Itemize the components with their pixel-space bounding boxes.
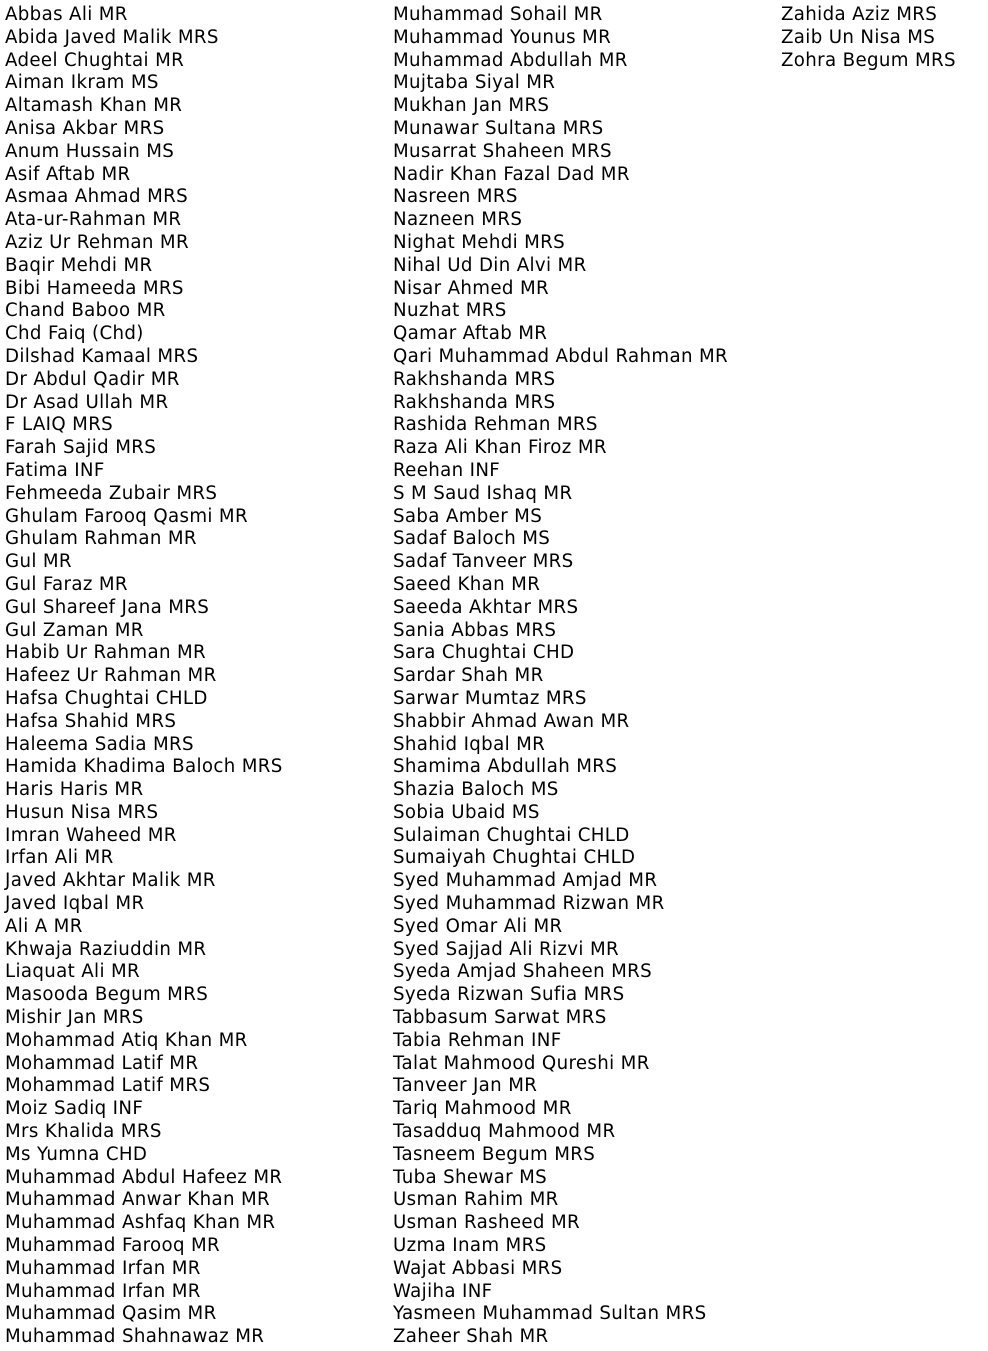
name-entry: Mujtaba Siyal MR [393, 72, 556, 94]
name-entry: Ali A MR [5, 915, 83, 937]
name-entry: Rakhshanda MRS [393, 368, 556, 390]
name-entry: Wajat Abbasi MRS [393, 1257, 563, 1279]
name-entry: Asmaa Ahmad MRS [5, 186, 188, 208]
name-entry: Farah Sajid MRS [5, 437, 157, 459]
name-entry: Bibi Hameeda MRS [5, 277, 184, 299]
name-column-1 [5, 4, 283, 1349]
name-entry: Muhammad Farooq MR [5, 1235, 221, 1257]
name-entry: Raza Ali Khan Firoz MR [393, 437, 607, 459]
name-entry: Reehan INF [393, 459, 501, 481]
name-entry: Abbas Ali MR [5, 4, 128, 25]
name-entry: Tariq Mahmood MR [393, 1098, 572, 1120]
name-entry: Munawar Sultana MRS [393, 117, 604, 139]
name-entry: Zahida Aziz MRS [781, 4, 938, 25]
name-entry: Mohammad Latif MRS [5, 1075, 211, 1097]
name-entry: Yasmeen Muhammad Sultan MRS [393, 1303, 707, 1325]
name-entry: Ms Yumna CHD [5, 1143, 148, 1165]
name-entry: Nisar Ahmed MR [393, 277, 549, 299]
name-entry: Nihal Ud Din Alvi MR [393, 254, 587, 276]
name-entry: Hafsa Chughtai CHLD [5, 687, 208, 709]
name-entry: Syed Muhammad Amjad MR [393, 870, 658, 892]
name-entry: Adeel Chughtai MR [5, 49, 185, 71]
name-entry: Syeda Amjad Shaheen MRS [393, 961, 653, 983]
name-entry: Sara Chughtai CHD [393, 642, 575, 664]
name-entry: Aiman Ikram MS [5, 72, 159, 94]
name-entry: Rashida Rehman MRS [393, 414, 598, 436]
name-entry: Nazneen MRS [393, 209, 523, 231]
name-entry: Tasneem Begum MRS [393, 1143, 596, 1165]
name-entry: Irfan Ali MR [5, 847, 114, 869]
name-entry: Asif Aftab MR [5, 163, 131, 185]
name-entry: Saeeda Akhtar MRS [393, 596, 579, 618]
name-column-3 [781, 4, 956, 72]
name-entry: Dilshad Kamaal MRS [5, 345, 199, 367]
name-entry: Muhammad Qasim MR [5, 1303, 217, 1325]
name-entry: Altamash Khan MR [5, 95, 183, 117]
name-entry: Sardar Shah MR [393, 665, 544, 687]
name-entry: Qari Muhammad Abdul Rahman MR [393, 345, 729, 367]
name-entry: Tasadduq Mahmood MR [393, 1121, 616, 1143]
name-entry: Mohammad Latif MR [5, 1052, 199, 1074]
name-entry: Shabbir Ahmad Awan MR [393, 710, 630, 732]
name-entry: Dr Asad Ullah MR [5, 391, 169, 413]
name-entry: Uzma Inam MRS [393, 1235, 547, 1257]
name-entry: Mukhan Jan MRS [393, 95, 550, 117]
name-entry: Nadir Khan Fazal Dad MR [393, 163, 630, 185]
name-entry: Sulaiman Chughtai CHLD [393, 824, 630, 846]
name-entry: Abida Javed Malik MRS [5, 26, 219, 48]
name-entry: Sobia Ubaid MS [393, 801, 540, 823]
name-entry: Khwaja Raziuddin MR [5, 938, 207, 960]
name-entry: Habib Ur Rahman MR [5, 642, 207, 664]
name-entry: Gul MR [5, 551, 72, 573]
name-entry: Zaib Un Nisa MS [781, 26, 936, 48]
name-entry: Zohra Begum MRS [781, 49, 956, 71]
name-entry: Ghulam Rahman MR [5, 528, 197, 550]
name-entry: Chd Faiq (Chd) [5, 323, 144, 345]
name-entry: Muhammad Abdullah MR [393, 49, 628, 71]
name-entry: Anum Hussain MS [5, 140, 175, 162]
name-entry: Sadaf Tanveer MRS [393, 551, 574, 573]
name-entry: Aziz Ur Rehman MR [5, 231, 189, 253]
name-entry: Sarwar Mumtaz MRS [393, 687, 587, 709]
name-entry: Tuba Shewar MS [393, 1166, 548, 1188]
name-entry: Sania Abbas MRS [393, 619, 557, 641]
name-entry: Sumaiyah Chughtai CHLD [393, 847, 636, 869]
name-entry: Nasreen MRS [393, 186, 518, 208]
name-entry: Usman Rahim MR [393, 1189, 559, 1211]
name-entry: Saeed Khan MR [393, 573, 541, 595]
name-entry: Gul Shareef Jana MRS [5, 596, 210, 618]
name-entry: Anisa Akbar MRS [5, 117, 165, 139]
name-entry: Shazia Baloch MS [393, 779, 559, 801]
name-entry: S M Saud Ishaq MR [393, 482, 573, 504]
name-entry: Baqir Mehdi MR [5, 254, 153, 276]
name-entry: Muhammad Sohail MR [393, 4, 603, 25]
name-entry: Haleema Sadia MRS [5, 733, 194, 755]
name-entry: Sadaf Baloch MS [393, 528, 551, 550]
name-entry: Hafeez Ur Rahman MR [5, 665, 217, 687]
name-entry: Hafsa Shahid MRS [5, 710, 177, 732]
name-entry: Muhammad Irfan MR [5, 1257, 201, 1279]
name-entry: Fatima INF [5, 459, 105, 481]
name-entry: Mishir Jan MRS [5, 1007, 144, 1029]
name-entry: Muhammad Anwar Khan MR [5, 1189, 270, 1211]
name-entry: Talat Mahmood Qureshi MR [393, 1052, 650, 1074]
name-entry: Javed Akhtar Malik MR [5, 870, 216, 892]
name-entry: Tabbasum Sarwat MRS [393, 1007, 607, 1029]
name-entry: Shahid Iqbal MR [393, 733, 546, 755]
name-entry: Qamar Aftab MR [393, 323, 548, 345]
name-entry: Syed Sajjad Ali Rizvi MR [393, 938, 619, 960]
name-entry: Tabia Rehman INF [393, 1029, 562, 1051]
name-entry: Nuzhat MRS [393, 300, 507, 322]
name-entry: Chand Baboo MR [5, 300, 166, 322]
name-column-2 [393, 4, 728, 1349]
name-entry: Ata-ur-Rahman MR [5, 209, 182, 231]
name-entry: Husun Nisa MRS [5, 801, 159, 823]
name-entry: Muhammad Younus MR [393, 26, 612, 48]
name-entry: Syed Muhammad Rizwan MR [393, 893, 665, 915]
name-entry: Moiz Sadiq INF [5, 1098, 144, 1120]
name-entry: Nighat Mehdi MRS [393, 231, 566, 253]
name-entry: F LAIQ MRS [5, 414, 114, 436]
name-entry: Shamima Abdullah MRS [393, 756, 618, 778]
name-entry: Mrs Khalida MRS [5, 1121, 162, 1143]
name-entry: Dr Abdul Qadir MR [5, 368, 180, 390]
name-entry: Zaheer Shah MR [393, 1326, 549, 1348]
name-entry: Usman Rasheed MR [393, 1212, 580, 1234]
name-entry: Javed Iqbal MR [5, 893, 145, 915]
name-entry: Tanveer Jan MR [393, 1075, 538, 1097]
name-entry: Fehmeeda Zubair MRS [5, 482, 218, 504]
name-entry: Mohammad Atiq Khan MR [5, 1029, 248, 1051]
name-entry: Ghulam Farooq Qasmi MR [5, 505, 248, 527]
name-entry: Muhammad Shahnawaz MR [5, 1326, 265, 1348]
name-entry: Muhammad Abdul Hafeez MR [5, 1166, 283, 1188]
name-entry: Musarrat Shaheen MRS [393, 140, 612, 162]
name-entry: Gul Faraz MR [5, 573, 128, 595]
name-entry: Haris Haris MR [5, 779, 144, 801]
name-entry: Muhammad Ashfaq Khan MR [5, 1212, 276, 1234]
name-entry: Saba Amber MS [393, 505, 543, 527]
name-entry: Gul Zaman MR [5, 619, 144, 641]
name-entry: Imran Waheed MR [5, 824, 177, 846]
name-entry: Liaquat Ali MR [5, 961, 141, 983]
name-entry: Syed Omar Ali MR [393, 915, 563, 937]
name-entry: Muhammad Irfan MR [5, 1280, 201, 1302]
name-entry: Syeda Rizwan Sufia MRS [393, 984, 625, 1006]
name-entry: Rakhshanda MRS [393, 391, 556, 413]
name-entry: Wajiha INF [393, 1280, 493, 1302]
name-entry: Masooda Begum MRS [5, 984, 209, 1006]
name-entry: Hamida Khadima Baloch MRS [5, 756, 283, 778]
